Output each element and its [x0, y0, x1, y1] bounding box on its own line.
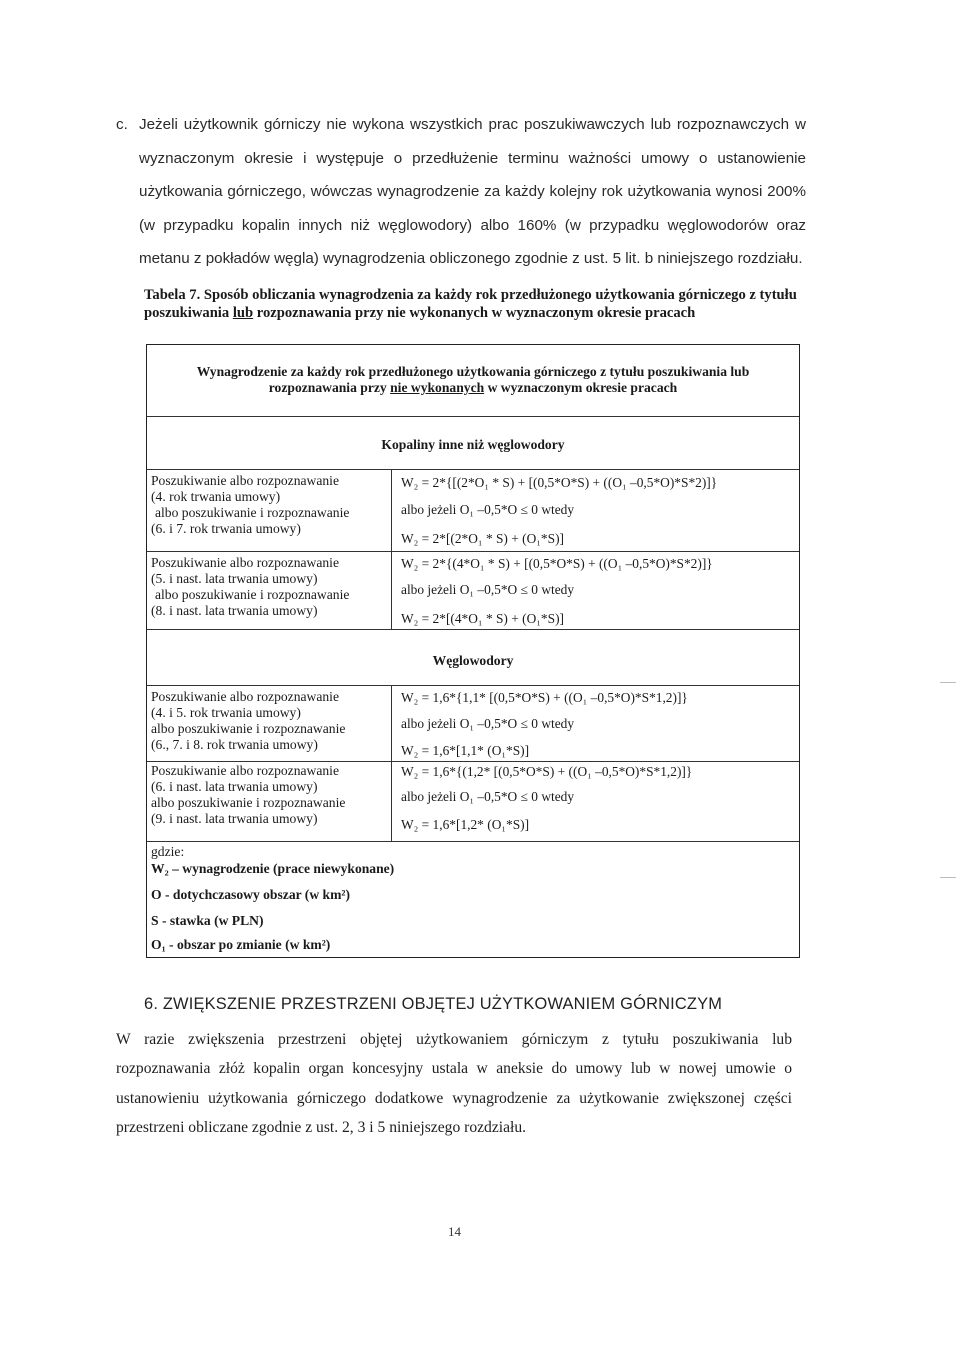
- legend-item: O₁ - obszar po zmianie (w km²): [151, 937, 331, 952]
- remuneration-table: [146, 344, 800, 958]
- formula-condition: albo jeżeli O₁ –0,5*O ≤ 0 wtedy: [401, 502, 575, 517]
- formula-main: W₂ = 1,6*{1,1* [(0,5*O*S) + ((O₁ –0,5*O)*S*1,2)]}: [401, 690, 688, 705]
- table-caption-part1: Tabela 7. Sposób obliczania wynagrodzenia za każdy rok przedłużonego użytkowania górniczego z tytułu poszukiwania: [144, 287, 797, 321]
- table-header-line2-underlined: nie wykonanych: [390, 380, 485, 395]
- divider: [147, 841, 799, 842]
- legend-item: O - dotychczasowy obszar (w km²): [151, 887, 351, 902]
- row-left-line: albo poszukiwanie i rozpoznawanie: [155, 587, 350, 602]
- formula-alternative: W₂ = 1,6*[1,2* (O₁*S)]: [401, 817, 530, 832]
- scan-edge-mark: [940, 682, 956, 683]
- legend-item: W₂ – wynagrodzenie (prace niewykonane): [151, 861, 395, 876]
- row-left-line: albo poszukiwanie i rozpoznawanie: [151, 721, 346, 736]
- row-left-line: Poszukiwanie albo rozpoznawanie: [151, 473, 339, 488]
- row-left-line: (4. rok trwania umowy): [151, 489, 281, 504]
- divider: [147, 761, 799, 762]
- formula-alternative: W₂ = 1,6*[1,1* (O₁*S)]: [401, 743, 530, 758]
- paragraph-text: Jeżeli użytkownik górniczy nie wykona wszystkich prac poszukiwawczych lub rozpoznawczych w wyznaczonym okresie i występuje o przedłużenie terminu ważności umowy o ustanowienie użytkowania górniczego, wówczas wynagrodzenie za każdy kolejny rok użytkowania wynosi 200% (w przypadku kopalin innych niż węglowodory) albo 160% (w przypadku węglowodorów oraz metanu z pokładów węgla) wynagrodzenia obliczonego zgodnie z ust. 5 lit. b niniejszego rozdziału.: [139, 116, 806, 267]
- row-left-line: Poszukiwanie albo rozpoznawanie: [151, 763, 339, 778]
- formula-main: W₂ = 2*{(4*O₁ * S) + [(0,5*O*S) + ((O₁ –0,5*O)*S*2)]}: [401, 556, 713, 571]
- legend-item: S - stawka (w PLN): [151, 913, 264, 928]
- table-header-line2-b: w wyznaczonym okresie pracach: [487, 380, 678, 395]
- paragraph-c: [116, 108, 806, 276]
- legend-gdzie: gdzie:: [151, 844, 185, 859]
- column-divider: [391, 469, 392, 629]
- formula-condition: albo jeżeli O₁ –0,5*O ≤ 0 wtedy: [401, 582, 575, 597]
- page-number: 14: [448, 1224, 461, 1239]
- row-left-line: albo poszukiwanie i rozpoznawanie: [155, 505, 350, 520]
- divider: [147, 416, 799, 417]
- formula-condition: albo jeżeli O₁ –0,5*O ≤ 0 wtedy: [401, 789, 575, 804]
- divider: [147, 469, 799, 470]
- paragraph-label: c.: [116, 116, 128, 133]
- table-row-left: [151, 555, 387, 619]
- formula-condition: albo jeżeli O₁ –0,5*O ≤ 0 wtedy: [401, 716, 575, 731]
- table-header-line1: Wynagrodzenie za każdy rok przedłużonego użytkowania górniczego z tytułu poszukiwania lub: [196, 364, 750, 379]
- table-header: [157, 364, 789, 396]
- section-title-other-minerals: Kopaliny inne niż węglowodory: [381, 437, 565, 452]
- divider: [147, 629, 799, 630]
- formula-alternative: W₂ = 2*[(4*O₁ * S) + (O₁*S)]: [401, 611, 564, 626]
- row-left-line: (6., 7. i 8. rok trwania umowy): [151, 737, 318, 752]
- row-left-line: (6. i nast. lata trwania umowy): [151, 779, 318, 794]
- formula-alternative: W₂ = 2*[(2*O₁ * S) + (O₁*S)]: [401, 531, 564, 546]
- section-title-hydrocarbons: Węglowodory: [432, 653, 514, 668]
- formula-main: W₂ = 2*{[(2*O₁ * S) + [(0,5*O*S) + ((O₁ –0,5*O)*S*2)]}: [401, 475, 718, 490]
- column-divider: [391, 685, 392, 841]
- table-caption-underlined: lub: [232, 305, 254, 321]
- row-left-line: (8. i nast. lata trwania umowy): [151, 603, 318, 618]
- table-caption: [144, 286, 804, 322]
- table-row-left: [151, 689, 387, 753]
- divider: [147, 685, 799, 686]
- row-left-line: (9. i nast. lata trwania umowy): [151, 811, 318, 826]
- table-caption-part2: rozpoznawania przy nie wykonanych w wyznaczonym okresie pracach: [256, 305, 696, 321]
- section-6-text: W razie zwiększenia przestrzeni objętej użytkowaniem górniczym z tytułu poszukiwania lub rozpoznawania złóż kopalin organ koncesyjny ustala w aneksie do umowy lub w nowej umowie o ustanowieniu użytkowania górniczego dodatkowe wynagrodzenie za użytkowanie zwiększonej części przestrzeni obliczane zgodnie z ust. 2, 3 i 5 niniejszego rozdziału.: [116, 1031, 792, 1137]
- row-left-line: (6. i 7. rok trwania umowy): [151, 521, 301, 536]
- row-left-line: (5. i nast. lata trwania umowy): [151, 571, 318, 586]
- scan-edge-mark: [940, 877, 956, 878]
- table-header-line2-a: rozpoznawania przy: [268, 380, 387, 395]
- row-left-line: (4. i 5. rok trwania umowy): [151, 705, 301, 720]
- section-6-title: 6. ZWIĘKSZENIE PRZESTRZENI OBJĘTEJ UŻYTKOWANIEM GÓRNICZYM: [144, 995, 723, 1013]
- row-left-line: Poszukiwanie albo rozpoznawanie: [151, 689, 339, 704]
- row-left-line: albo poszukiwanie i rozpoznawanie: [151, 795, 346, 810]
- table-row-left: [151, 473, 387, 537]
- row-left-line: Poszukiwanie albo rozpoznawanie: [151, 555, 339, 570]
- table-header-line2: [157, 380, 789, 396]
- divider: [147, 551, 799, 552]
- table-row-left: [151, 763, 387, 827]
- formula-main: W₂ = 1,6*{(1,2* [(0,5*O*S) + ((O₁ –0,5*O)*S*1,2)]}: [401, 764, 693, 779]
